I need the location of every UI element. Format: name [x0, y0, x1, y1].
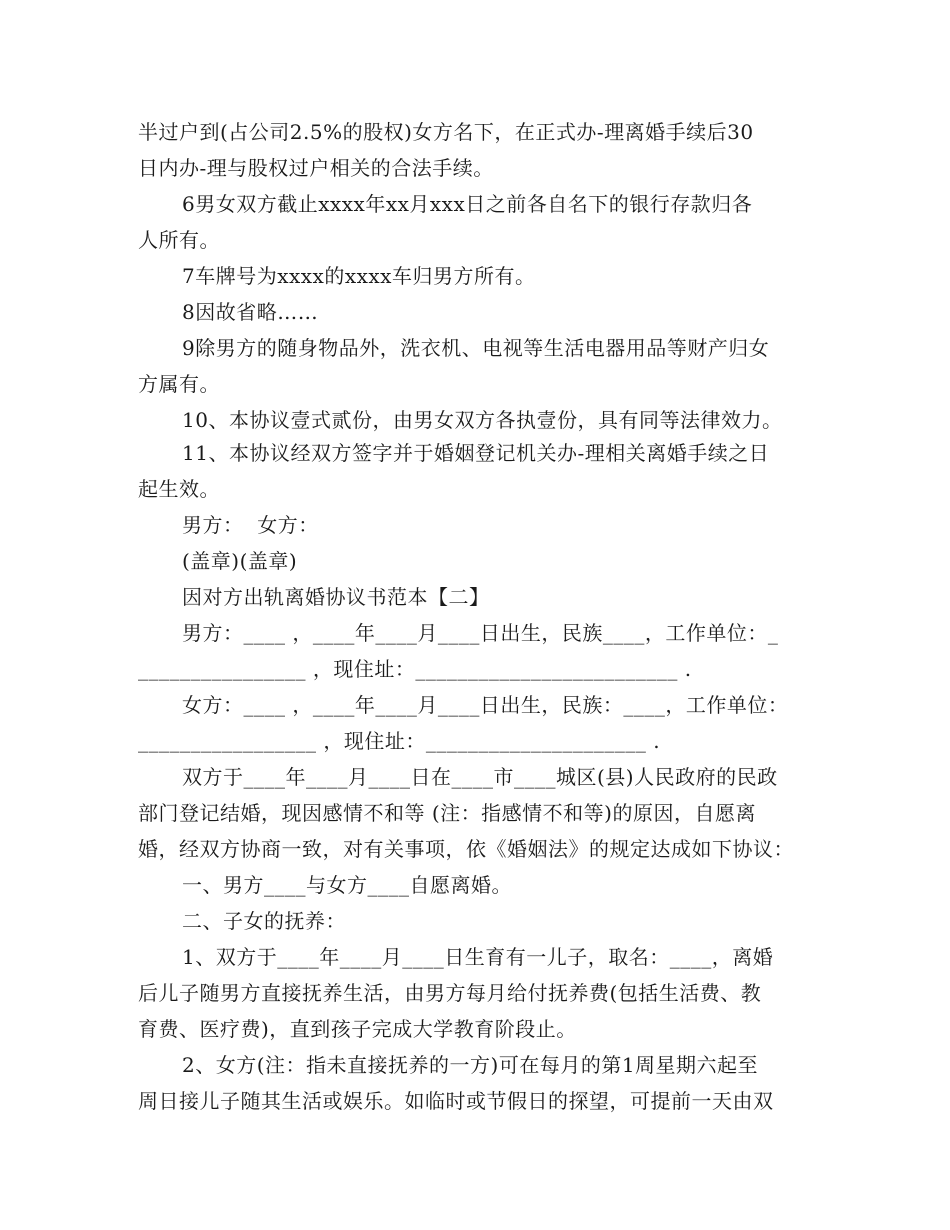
text-line: 日内办-理与股权过户相关的合法手续。: [138, 156, 494, 180]
text-line: 周日接儿子随其生活或娱乐。如临时或节假日的探望，可提前一天由双: [138, 1089, 774, 1113]
signature-labels: 男方： 女方：: [182, 513, 319, 537]
text-line: 7车牌号为xxxx的xxxx车归男方所有。: [182, 264, 536, 288]
text-line: 半过户到(占公司2.5%的股权)女方名下，在正式办-理离婚手续后30: [138, 120, 754, 144]
text-line: 人所有。: [138, 228, 220, 252]
text-line: 11、本协议经双方签字并于婚姻登记机关办-理相关离婚手续之日: [182, 441, 770, 465]
text-line: 2、女方(注：指未直接抚养的一方)可在每月的第1周星期六起至: [182, 1053, 759, 1077]
text-line: 双方于____年____月____日在____市____城区(县)人民政府的民政: [182, 765, 778, 789]
text-line: 婚，经双方协商一致，对有关事项，依《婚姻法》的规定达成如下协议：: [138, 837, 794, 861]
text-line: 后儿子随男方直接抚养生活，由男方每月给付抚养费(包括生活费、教: [138, 981, 762, 1005]
text-line: 10、本协议壹式贰份，由男女双方各执壹份，具有同等法律效力。: [182, 408, 783, 432]
text-line: 部门登记结婚，现因感情不和等 (注：指感情不和等)的原因，自愿离: [138, 801, 756, 825]
text-line: 8因故省略……: [182, 300, 319, 324]
text-line: 女方：____ ，____年____月____日出生，民族：____，工作单位：: [182, 693, 789, 717]
section-heading: 因对方出轨离婚协议书范本【二】: [182, 585, 490, 609]
text-line: 男方：____ ，____年____月____日出生，民族____，工作单位：_: [182, 621, 779, 645]
text-line: 一、男方____与女方____自愿离婚。: [182, 873, 512, 897]
text-line: 育费、医疗费)，直到孩子完成大学教育阶段止。: [138, 1017, 577, 1041]
text-line: ________________ ，现住址：_________________________ .: [138, 657, 692, 681]
text-line: 9除男方的随身物品外，洗衣机、电视等生活电器用品等财产归女: [182, 336, 770, 360]
text-line: 6男女双方截止xxxx年xx月xxx日之前各自名下的银行存款归各: [182, 192, 753, 216]
text-line: 二、子女的抚养：: [182, 909, 346, 933]
text-line: 起生效。: [138, 477, 220, 501]
text-line: 方属有。: [138, 372, 220, 396]
seal-labels: (盖章)(盖章): [182, 549, 298, 573]
text-line: 1、双方于____年____月____日生育有一儿子，取名：____，离婚: [182, 945, 774, 969]
text-line: _________________ ，现住址：_____________________ .: [138, 729, 661, 753]
